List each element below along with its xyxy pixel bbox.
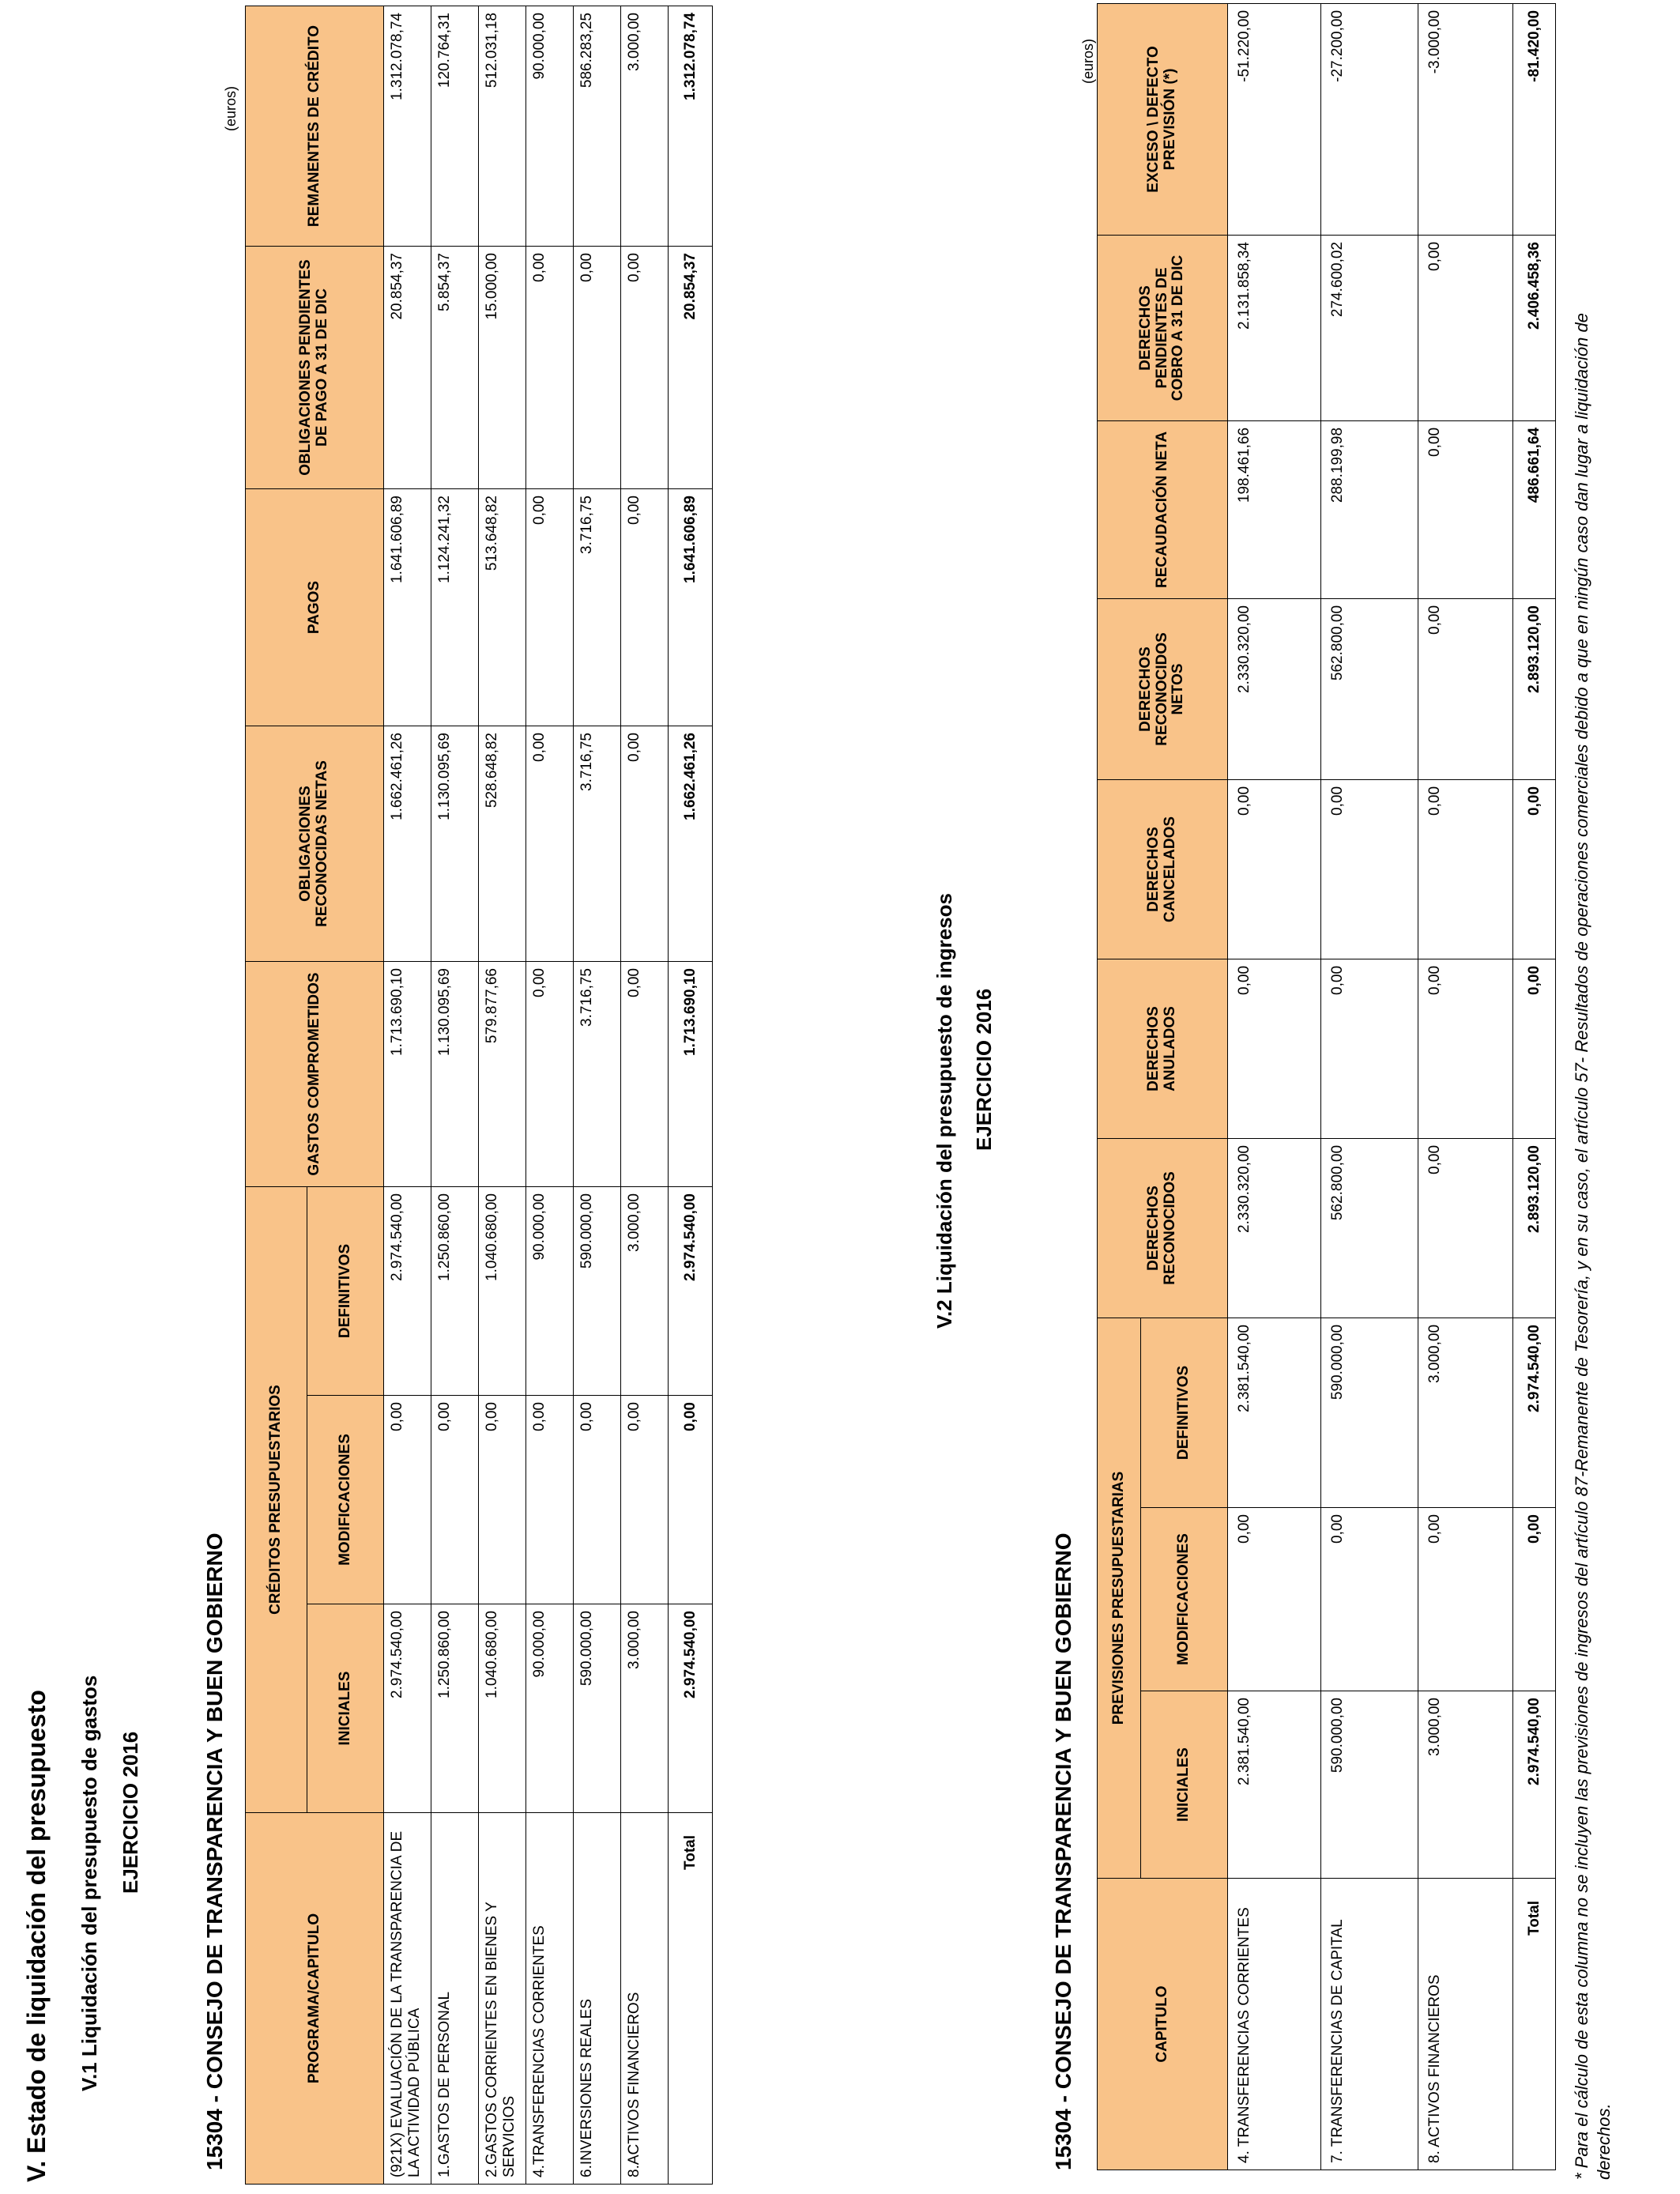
row-value: -51.220,00 <box>1228 3 1321 235</box>
row-value: 0,00 <box>1321 959 1418 1138</box>
row-value: 2.381.540,00 <box>1228 1318 1321 1507</box>
header-obligaciones-reconocidas: OBLIGACIONES RECONOCIDAS NETAS <box>246 726 384 962</box>
table-row <box>431 6 479 2185</box>
row-value: 0,00 <box>526 489 574 726</box>
header-pagos: PAGOS <box>246 489 384 726</box>
row-value: 0,00 <box>1321 779 1418 959</box>
row-value: 0,00 <box>574 1396 621 1604</box>
table-row <box>1228 3 1321 2169</box>
row-value: 0,00 <box>479 1396 526 1604</box>
header-obligaciones-pendientes: OBLIGACIONES PENDIENTES DE PAGO A 31 DE DIC <box>246 247 384 489</box>
footnote: * Para el cálculo de esta columna no se incluyen las previsiones de ingresos del artículo 87-Remanente de Tesorería, y en su caso, el artículo 57- Resultados de operaciones comerciales debido a que en ningún caso dan lugar a liquidación de derechos. <box>1572 313 1614 2180</box>
header-derechos-cancelados: DERECHOS CANCELADOS <box>1098 779 1228 959</box>
header-gastos-comprometidos: GASTOS COMPROMETIDOS <box>246 962 384 1187</box>
row-value: 1.641.606,89 <box>384 489 431 726</box>
row-label: 1.GASTOS DE PERSONAL <box>431 1813 479 2185</box>
row-value: 3.000,00 <box>1418 1318 1513 1507</box>
unit-label-income: (euros) <box>1080 38 1096 84</box>
row-label: 8. ACTIVOS FINANCIEROS <box>1418 1879 1513 2170</box>
row-value: 2.330.320,00 <box>1228 598 1321 779</box>
row-value: 3.716,75 <box>574 962 621 1187</box>
expenses-table-body <box>384 6 713 2185</box>
row-label: 4. TRANSFERENCIAS CORRIENTES <box>1228 1879 1321 2170</box>
row-value: 0,00 <box>1418 779 1513 959</box>
row-value: 3.716,75 <box>574 489 621 726</box>
header-previsiones-group: PREVISIONES PRESUPUESTARIAS <box>1098 1318 1141 1878</box>
row-value: 3.000,00 <box>621 1604 669 1813</box>
income-heading: V.2 Liquidación del presupuesto de ingresos <box>932 893 956 1329</box>
row-value: 1.040.680,00 <box>479 1187 526 1396</box>
row-value: 0,00 <box>1418 1138 1513 1318</box>
row-value: 1.662.461,26 <box>384 726 431 962</box>
row-value: 0,00 <box>431 1396 479 1604</box>
row-value: 0,00 <box>621 247 669 489</box>
row-value: 3.000,00 <box>1418 1691 1513 1879</box>
row-value: 198.461,66 <box>1228 420 1321 598</box>
row-value: 0,00 <box>1228 1508 1321 1691</box>
header-previsiones-iniciales: INICIALES <box>1141 1691 1228 1879</box>
total-value: 1.312.078,74 <box>669 6 713 247</box>
row-value: 0,00 <box>621 489 669 726</box>
row-value: 15.000,00 <box>479 247 526 489</box>
row-value: 0,00 <box>1228 959 1321 1138</box>
total-value: 2.974.540,00 <box>1513 1691 1556 1879</box>
row-value: 0,00 <box>526 1396 574 1604</box>
header-derechos-reconocidos: DERECHOS RECONOCIDOS <box>1098 1138 1228 1318</box>
row-value: 0,00 <box>1418 1508 1513 1691</box>
total-value: 1.662.461,26 <box>669 726 713 962</box>
header-definitivos: DEFINITIVOS <box>307 1187 384 1396</box>
row-value: 274.600,02 <box>1321 235 1418 420</box>
table-row <box>1418 3 1513 2169</box>
total-value: 0,00 <box>669 1396 713 1604</box>
row-value: 3.000,00 <box>621 1187 669 1396</box>
row-value: 590.000,00 <box>574 1187 621 1396</box>
row-value: 562.800,00 <box>1321 1138 1418 1318</box>
table-row <box>526 6 574 2185</box>
row-value: 0,00 <box>1418 420 1513 598</box>
row-value: 5.854,37 <box>431 247 479 489</box>
main-heading: V. Estado de liquidación del presupuesto <box>22 1690 51 2182</box>
row-value: 0,00 <box>526 962 574 1187</box>
row-label: 6.INVERSIONES REALES <box>574 1813 621 2185</box>
row-value: 0,00 <box>384 1396 431 1604</box>
row-value: 1.250.860,00 <box>431 1187 479 1396</box>
header-exceso-defecto: EXCESO \ DEFECTO PREVISIÓN (*) <box>1098 3 1228 235</box>
row-value: 2.330.320,00 <box>1228 1138 1321 1318</box>
table-row <box>384 6 431 2185</box>
header-programa: PROGRAMA/CAPITULO <box>246 1813 384 2185</box>
row-value: 513.648,82 <box>479 489 526 726</box>
row-value: 3.716,75 <box>574 726 621 962</box>
total-value: 0,00 <box>1513 959 1556 1138</box>
total-row <box>1513 3 1556 2169</box>
unit-label-expenses: (euros) <box>223 85 239 131</box>
table-row <box>574 6 621 2185</box>
row-value: 528.648,82 <box>479 726 526 962</box>
row-value: 590.000,00 <box>1321 1318 1418 1507</box>
header-recaudacion-neta: RECAUDACIÓN NETA <box>1098 420 1228 598</box>
total-value: 2.893.120,00 <box>1513 1138 1556 1318</box>
total-value: -81.420,00 <box>1513 3 1556 235</box>
header-derechos-netos: DERECHOS RECONOCIDOS NETOS <box>1098 598 1228 779</box>
table-row <box>1321 3 1418 2169</box>
row-value: 90.000,00 <box>526 1187 574 1396</box>
total-value: 486.661,64 <box>1513 420 1556 598</box>
table-row <box>621 6 669 2185</box>
row-value: 1.130.095,69 <box>431 726 479 962</box>
row-value: 90.000,00 <box>526 1604 574 1813</box>
row-value: 586.283,25 <box>574 6 621 247</box>
row-label: 4.TRANSFERENCIAS CORRIENTES <box>526 1813 574 2185</box>
total-value: 2.974.540,00 <box>669 1604 713 1813</box>
header-creditos-group: CRÉDITOS PRESUPUESTARIOS <box>246 1187 307 1813</box>
header-modificaciones: MODIFICACIONES <box>307 1396 384 1604</box>
row-value: 1.312.078,74 <box>384 6 431 247</box>
row-value: 562.800,00 <box>1321 598 1418 779</box>
total-value: 0,00 <box>1513 1508 1556 1691</box>
row-value: 1.040.680,00 <box>479 1604 526 1813</box>
income-table-body <box>1228 3 1556 2169</box>
header-capitulo: CAPITULO <box>1098 1879 1228 2170</box>
year-heading-income: EJERCICIO 2016 <box>972 988 996 1151</box>
total-value: 2.974.540,00 <box>669 1187 713 1396</box>
row-label: 8.ACTIVOS FINANCIEROS <box>621 1813 669 2185</box>
row-value: 2.974.540,00 <box>384 1604 431 1813</box>
entity-heading-income: 15304 - CONSEJO DE TRANSPARENCIA Y BUEN GOBIERNO <box>1051 1532 1075 2170</box>
row-label: 7. TRANSFERENCIAS DE CAPITAL <box>1321 1879 1418 2170</box>
row-value: 0,00 <box>1418 598 1513 779</box>
header-previsiones-definitivos: DEFINITIVOS <box>1141 1318 1228 1507</box>
income-table <box>1097 3 1556 2170</box>
header-remanentes: REMANENTES DE CRÉDITO <box>246 6 384 247</box>
row-value: 512.031,18 <box>479 6 526 247</box>
row-value: -3.000,00 <box>1418 3 1513 235</box>
header-previsiones-modificaciones: MODIFICACIONES <box>1141 1508 1228 1691</box>
total-value: 1.641.606,89 <box>669 489 713 726</box>
total-label: Total <box>1513 1879 1556 2170</box>
row-value: 1.250.860,00 <box>431 1604 479 1813</box>
total-value: 0,00 <box>1513 779 1556 959</box>
row-value: -27.200,00 <box>1321 3 1418 235</box>
year-heading-expenses: EJERCICIO 2016 <box>119 1731 142 1894</box>
total-value: 2.893.120,00 <box>1513 598 1556 779</box>
total-value: 20.854,37 <box>669 247 713 489</box>
row-value: 0,00 <box>1418 235 1513 420</box>
entity-heading-expenses: 15304 - CONSEJO DE TRANSPARENCIA Y BUEN GOBIERNO <box>202 1532 227 2170</box>
row-value: 0,00 <box>526 247 574 489</box>
expenses-heading: V.1 Liquidación del presupuesto de gastos <box>77 1675 101 2091</box>
row-value: 0,00 <box>1321 1508 1418 1691</box>
row-value: 0,00 <box>1418 959 1513 1138</box>
row-label: 2.GASTOS CORRIENTES EN BIENES Y SERVICIOS <box>479 1813 526 2185</box>
header-derechos-pendientes: DERECHOS PENDIENTES DE COBRO A 31 DE DIC <box>1098 235 1228 420</box>
row-value: 1.124.241,32 <box>431 489 479 726</box>
row-value: 0,00 <box>526 726 574 962</box>
header-derechos-anulados: DERECHOS ANULADOS <box>1098 959 1228 1138</box>
row-label: (921X) EVALUACIÓN DE LA TRANSPARENCIA DE LA ACTIVIDAD PÚBLICA <box>384 1813 431 2185</box>
row-value: 120.764,31 <box>431 6 479 247</box>
row-value: 2.974.540,00 <box>384 1187 431 1396</box>
row-value: 20.854,37 <box>384 247 431 489</box>
expenses-table <box>245 6 713 2185</box>
row-value: 288.199,98 <box>1321 420 1418 598</box>
row-value: 2.381.540,00 <box>1228 1691 1321 1879</box>
total-value: 2.974.540,00 <box>1513 1318 1556 1507</box>
row-value: 0,00 <box>574 247 621 489</box>
row-value: 2.131.858,34 <box>1228 235 1321 420</box>
row-value: 0,00 <box>621 1396 669 1604</box>
row-value: 1.130.095,69 <box>431 962 479 1187</box>
total-value: 2.406.458,36 <box>1513 235 1556 420</box>
row-value: 1.713.690,10 <box>384 962 431 1187</box>
row-value: 579.877,66 <box>479 962 526 1187</box>
row-value: 0,00 <box>621 962 669 1187</box>
row-value: 3.000,00 <box>621 6 669 247</box>
total-value: 1.713.690,10 <box>669 962 713 1187</box>
row-value: 0,00 <box>1228 779 1321 959</box>
total-row <box>669 6 713 2185</box>
row-value: 590.000,00 <box>574 1604 621 1813</box>
header-iniciales: INICIALES <box>307 1604 384 1813</box>
row-value: 90.000,00 <box>526 6 574 247</box>
row-value: 0,00 <box>621 726 669 962</box>
table-row <box>479 6 526 2185</box>
row-value: 590.000,00 <box>1321 1691 1418 1879</box>
total-label: Total <box>669 1813 713 2185</box>
